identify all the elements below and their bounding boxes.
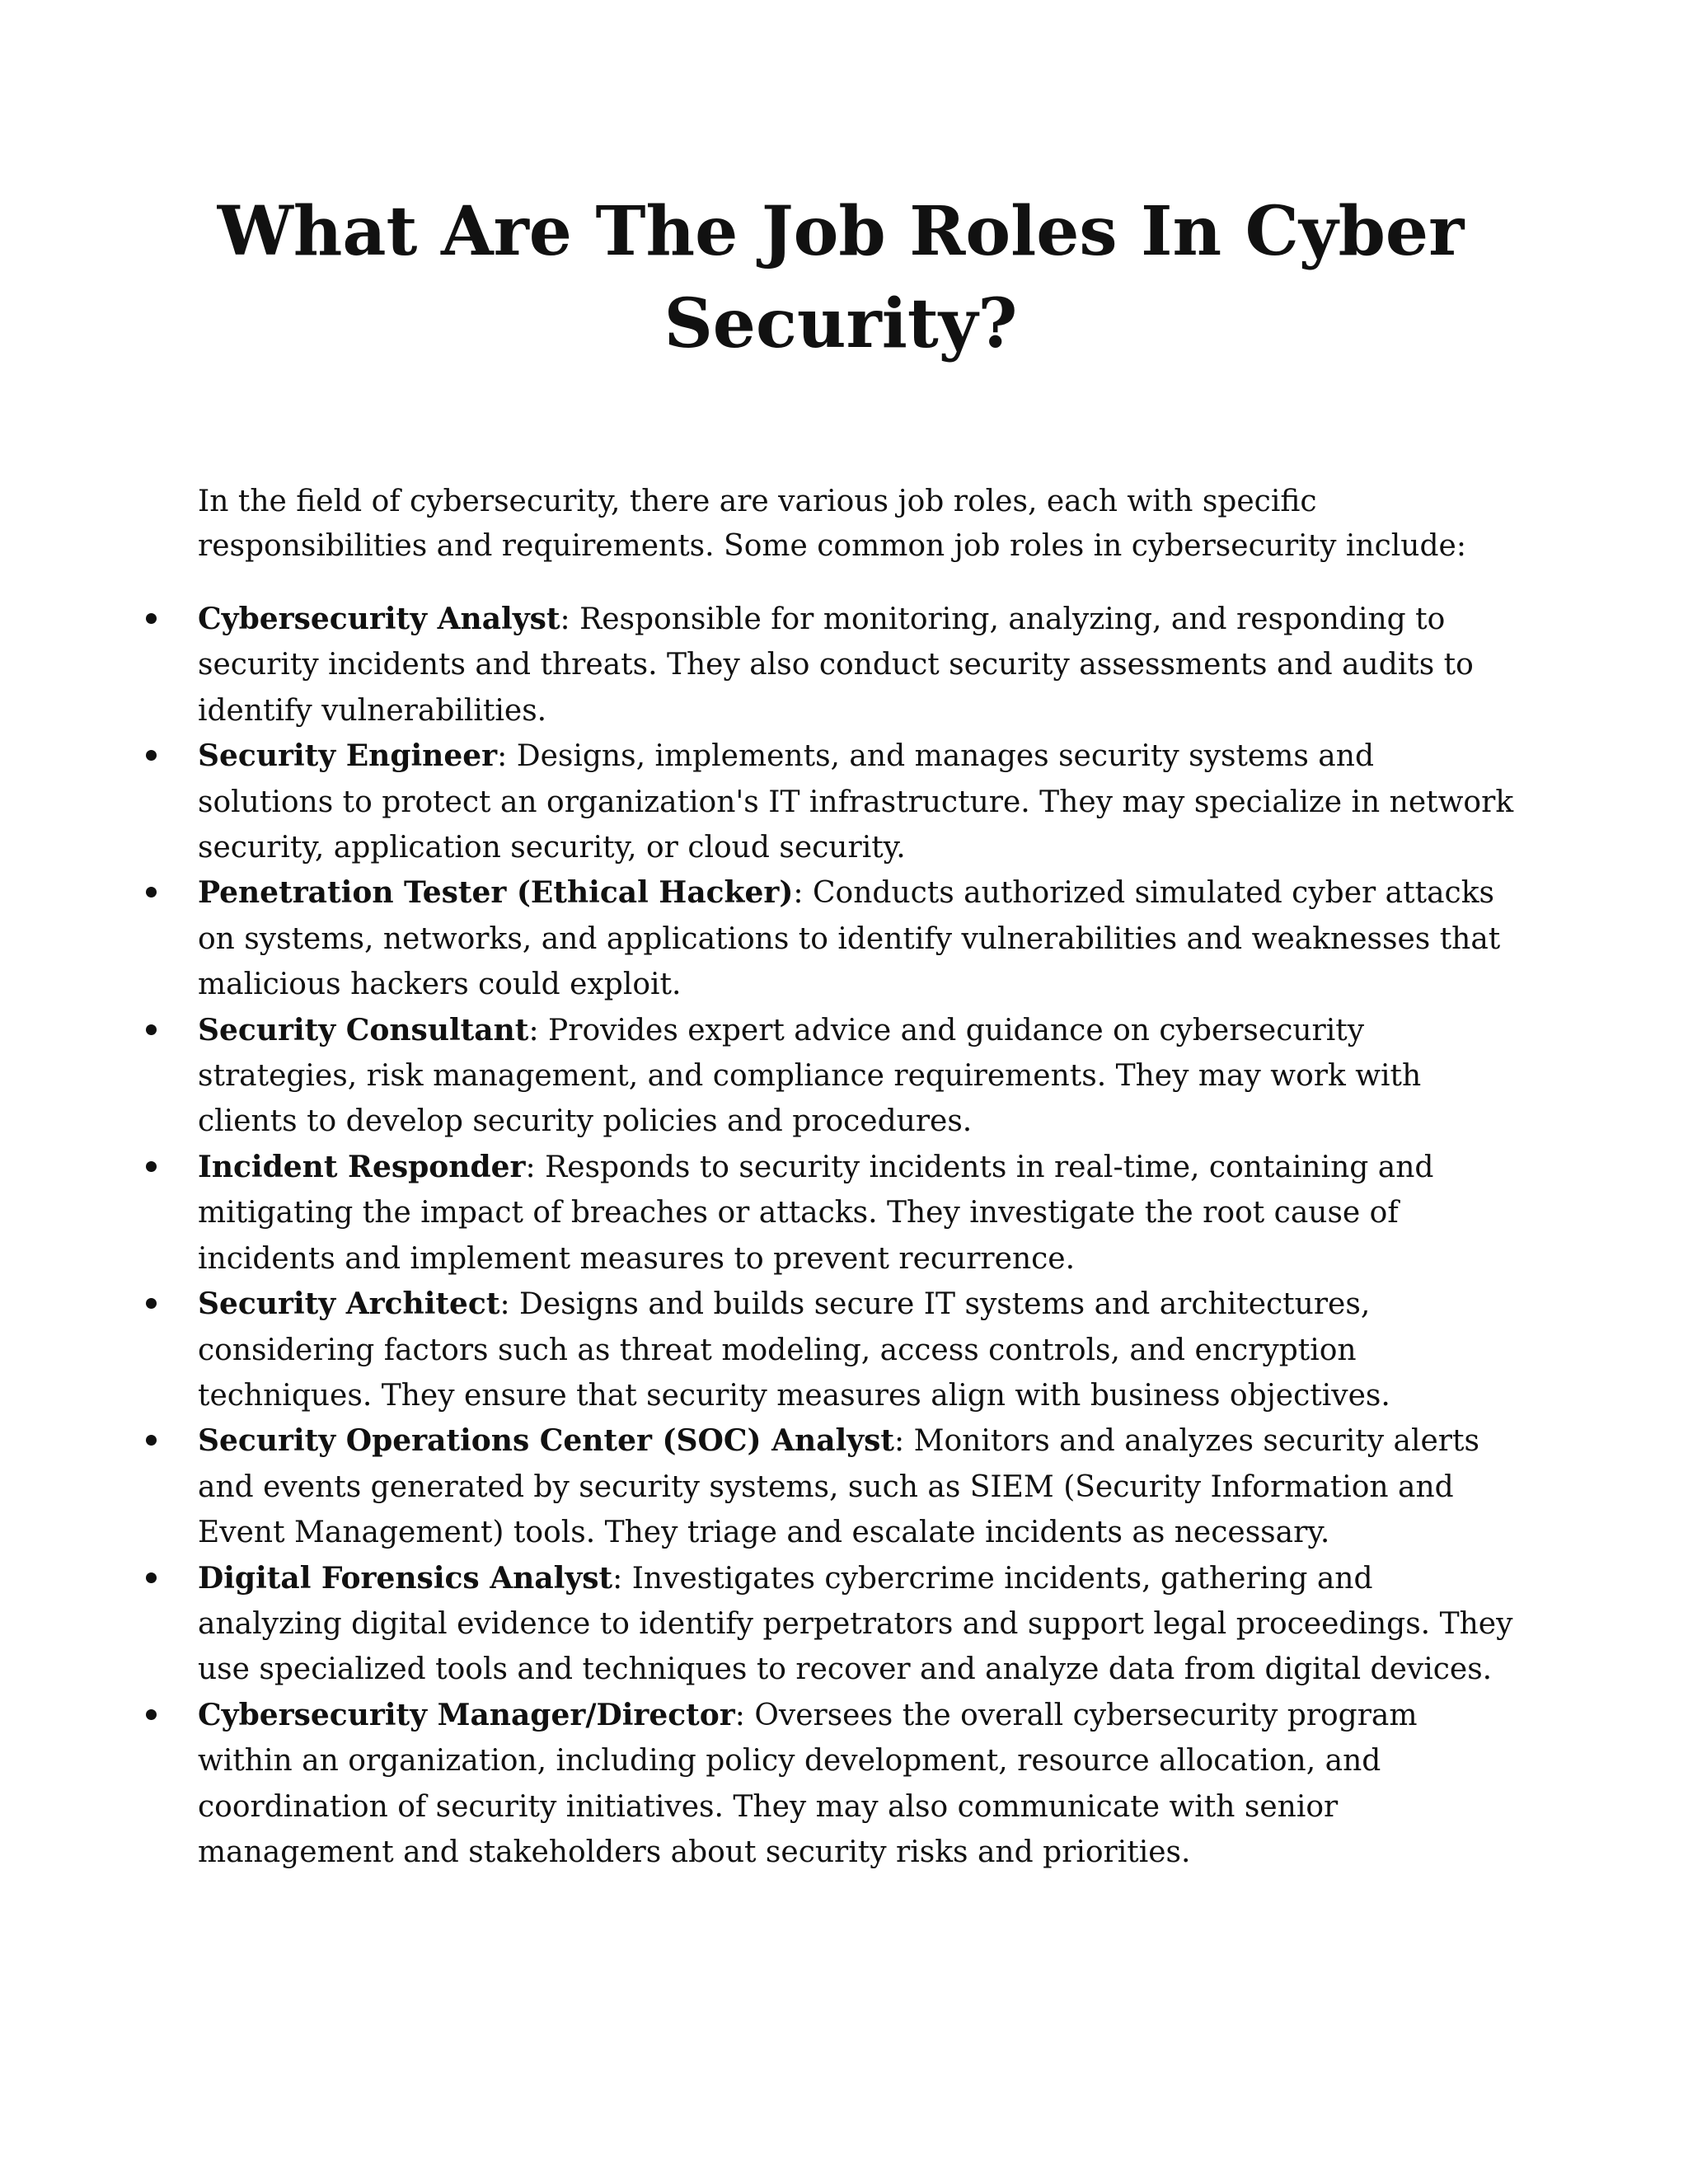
role-description: : Investigates cybercrime incidents, gathering and analyzing digital evidence to identify perpetrators and support legal proceedings. They use specialized tools and techniques to recover and analyze data from digital devices.	[198, 1561, 1513, 1687]
list-item	[198, 1008, 1517, 1145]
role-name: Security Operations Center (SOC) Analyst	[198, 1423, 895, 1459]
list-item	[198, 597, 1517, 733]
list-item	[198, 1418, 1517, 1555]
intro-paragraph: In the field of cybersecurity, there are various job roles, each with specific responsibilities and requirements. Some common job roles in cybersecurity include:	[198, 485, 1466, 563]
list-item	[198, 1282, 1517, 1418]
role-description: : Designs and builds secure IT systems and architectures, considering factors such as threat modeling, access controls, and encryption techniques. They ensure that security measures align with business objectives.	[198, 1287, 1390, 1413]
bullet-icon	[146, 887, 157, 898]
bullet-icon	[146, 1435, 157, 1446]
bullet-icon	[146, 1298, 157, 1309]
role-description: : Designs, implements, and manages security systems and solutions to protect an organization's IT infrastructure. They may specialize in network security, application security, or cloud security.	[198, 739, 1514, 865]
bullet-icon	[146, 613, 157, 624]
role-name: Security Engineer	[198, 738, 498, 774]
role-description: : Oversees the overall cybersecurity program within an organization, including policy development, resource allocation, and coordination of security initiatives. They may also communicate with senior management and stakeholders about security risks and priorities.	[198, 1698, 1418, 1869]
list-item	[198, 870, 1517, 1007]
role-description: : Provides expert advice and guidance on cybersecurity strategies, risk management, and compliance requirements. They may work with clients to develop security policies and procedures.	[198, 1013, 1422, 1139]
role-name: Cybersecurity Manager/Director	[198, 1697, 735, 1732]
role-description: : Responsible for monitoring, analyzing, and responding to security incidents and threats. They also conduct security assessments and audits to identify vulnerabilities.	[198, 602, 1474, 728]
job-roles-list	[198, 597, 1517, 1875]
list-item	[198, 1556, 1517, 1693]
page-title: What Are The Job Roles In Cyber Security?	[217, 192, 1465, 363]
list-item	[198, 1145, 1517, 1282]
bullet-icon	[146, 750, 157, 761]
list-item	[198, 733, 1517, 870]
role-description: : Conducts authorized simulated cyber attacks on systems, networks, and applications to identify vulnerabilities and weaknesses that malicious hackers could exploit.	[198, 876, 1501, 1002]
bullet-icon	[146, 1709, 157, 1720]
bullet-icon	[146, 1572, 157, 1583]
role-name: Security Architect	[198, 1286, 500, 1322]
role-name: Security Consultant	[198, 1012, 529, 1047]
role-name: Incident Responder	[198, 1149, 526, 1184]
role-description: : Responds to security incidents in real-time, containing and mitigating the impact of breaches or attacks. They investigate the root cause of incidents and implement measures to prevent recurrence.	[198, 1150, 1434, 1276]
list-item	[198, 1693, 1517, 1876]
role-description: : Monitors and analyzes security alerts and events generated by security systems, such as SIEM (Security Information and Event Management) tools. They triage and escalate incidents as necessary.	[198, 1424, 1479, 1550]
bullet-icon	[146, 1161, 157, 1172]
role-name: Digital Forensics Analyst	[198, 1560, 613, 1596]
role-name: Penetration Tester (Ethical Hacker)	[198, 875, 794, 911]
bullet-icon	[146, 1024, 157, 1035]
role-name: Cybersecurity Analyst	[198, 602, 560, 636]
